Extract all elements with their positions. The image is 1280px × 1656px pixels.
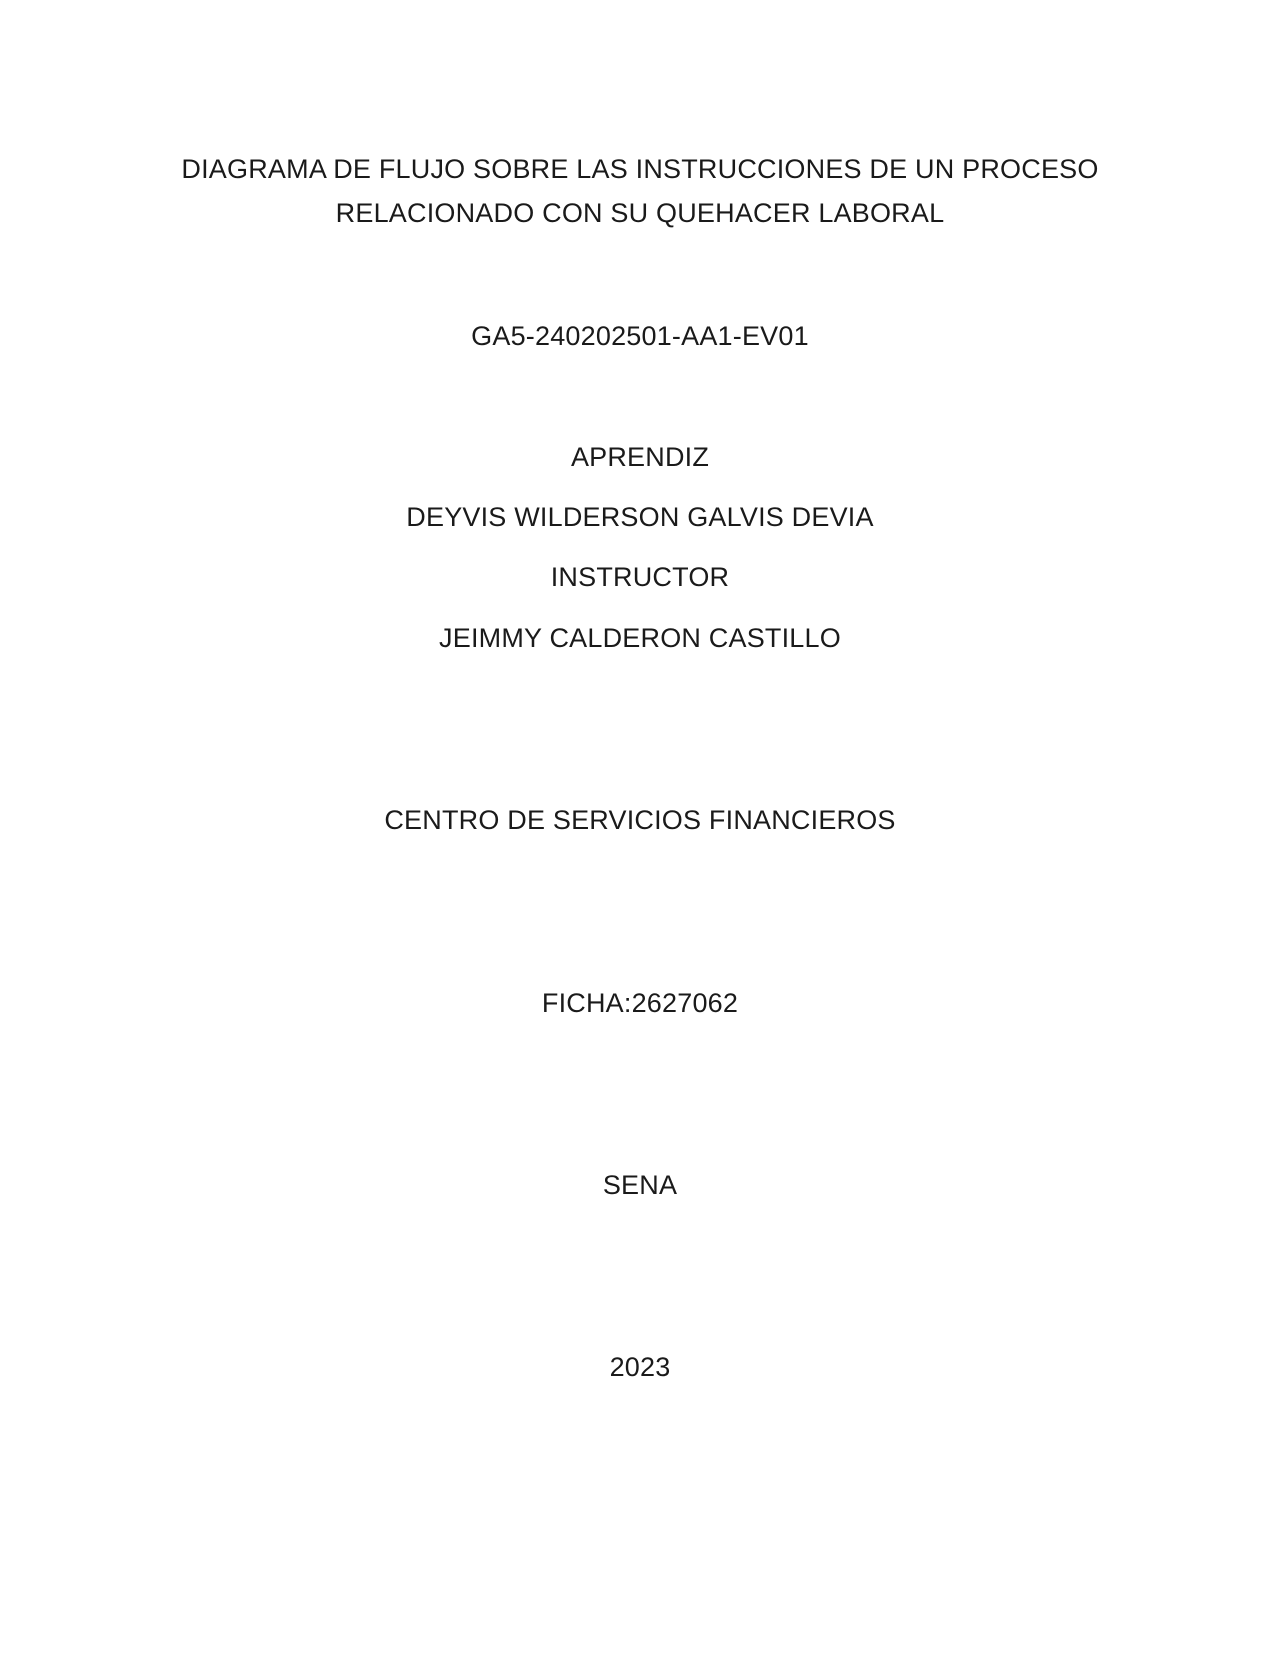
- instructor-label: INSTRUCTOR: [550, 562, 730, 592]
- institution-name: SENA: [602, 1170, 678, 1200]
- activity-code: GA5-240202501-AA1-EV01: [471, 321, 809, 351]
- ficha-number: FICHA:2627062: [541, 988, 739, 1018]
- document-title-line-1: DIAGRAMA DE FLUJO SOBRE LAS INSTRUCCIONES DE UN PROCESO: [181, 154, 1099, 184]
- document-year: 2023: [609, 1352, 671, 1382]
- instructor-name: JEIMMY CALDERON CASTILLO: [439, 623, 841, 653]
- training-center: CENTRO DE SERVICIOS FINANCIEROS: [384, 805, 896, 835]
- apprentice-name: DEYVIS WILDERSON GALVIS DEVIA: [406, 502, 874, 532]
- apprentice-label: APRENDIZ: [570, 442, 710, 472]
- document-title-line-2: RELACIONADO CON SU QUEHACER LABORAL: [335, 198, 945, 228]
